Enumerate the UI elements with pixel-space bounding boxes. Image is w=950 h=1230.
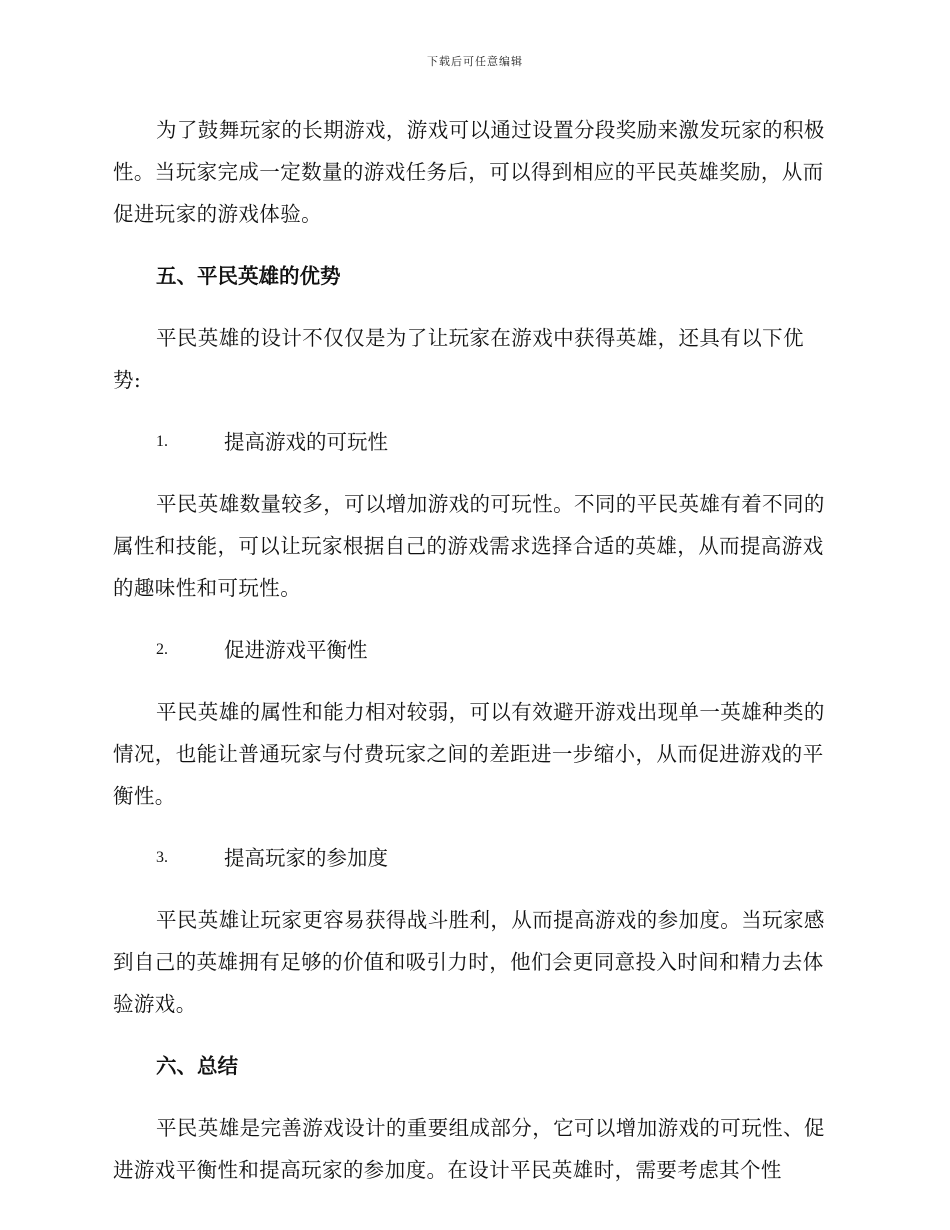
paragraph-reward: 为了鼓舞玩家的长期游戏，游戏可以通过设置分段奖励来激发玩家的积极性。当玩家完成一定数量的游戏任务后，可以得到相应的平民英雄奖励，从而促进玩家的游戏体验。 xyxy=(113,118,825,226)
list-title: 促进游戏平衡性 xyxy=(224,638,368,662)
list-title: 提高游戏的可玩性 xyxy=(224,430,388,454)
list-item-participation xyxy=(113,837,831,879)
list-number: 3. xyxy=(156,849,168,866)
list-number: 2. xyxy=(156,641,168,658)
paragraph-summary: 平民英雄是完善游戏设计的重要组成部分，它可以增加游戏的可玩性、促进游戏平衡性和提高玩家的参加度。在设计平民英雄时，需要考虑其个性 xyxy=(113,1116,825,1182)
list-title: 提高玩家的参加度 xyxy=(224,846,388,870)
paragraph-balance: 平民英雄的属性和能力相对较弱，可以有效避开游戏出现单一英雄种类的情况，也能让普通玩家与付费玩家之间的差距进一步缩小，从而促进游戏的平衡性。 xyxy=(113,700,825,808)
section-heading-advantages: 五、平民英雄的优势 xyxy=(156,264,341,288)
paragraph-playability: 平民英雄数量较多，可以增加游戏的可玩性。不同的平民英雄有着不同的属性和技能，可以让玩家根据自己的游戏需求选择合适的英雄，从而提高游戏的趣味性和可玩性。 xyxy=(113,492,825,600)
paragraph-participation: 平民英雄让玩家更容易获得战斗胜利，从而提高游戏的参加度。当玩家感到自己的英雄拥有足够的价值和吸引力时，他们会更同意投入时间和精力去体验游戏。 xyxy=(113,908,825,1016)
list-item-balance xyxy=(113,629,831,671)
paragraph-advantages-intro: 平民英雄的设计不仅仅是为了让玩家在游戏中获得英雄，还具有以下优势: xyxy=(113,326,804,392)
list-item-playability xyxy=(113,421,831,463)
document-body xyxy=(113,109,831,1211)
header-note: 下载后可任意编辑 xyxy=(427,55,523,68)
list-number: 1. xyxy=(156,433,168,450)
section-heading-summary: 六、总结 xyxy=(156,1054,238,1078)
